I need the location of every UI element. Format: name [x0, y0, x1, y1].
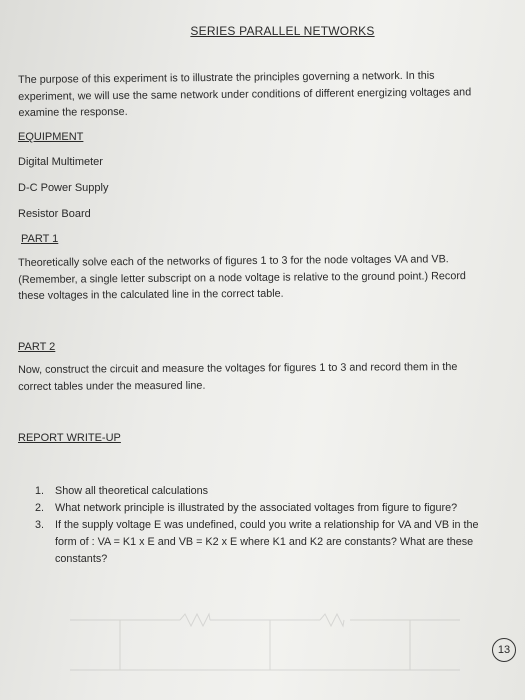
part2-paragraph: Now, construct the circuit and measure the voltages for figures 1 to 3 and record them in the correct tables under the measured line.: [18, 360, 458, 393]
report-list: [35, 483, 490, 568]
list-number: 1.: [35, 485, 45, 497]
equipment-item: Resistor Board: [18, 208, 91, 220]
list-number: 3.: [35, 519, 45, 531]
equipment-item: Digital Multimeter: [18, 156, 103, 168]
page-title: SERIES PARALLEL NETWORKS: [190, 24, 375, 38]
equipment-heading: EQUIPMENT: [18, 131, 84, 143]
intro-paragraph: The purpose of this experiment is to illustrate the principles governing a network. In this experiment, we will use the same network under conditions of different energizing voltages and examine the response.: [18, 69, 472, 119]
list-number: 2.: [35, 502, 45, 514]
list-text: What network principle is illustrated by the associated voltages from figure to figure?: [55, 502, 458, 514]
list-item: [35, 517, 490, 568]
part2-heading: PART 2: [18, 341, 56, 353]
equipment-item: D-C Power Supply: [18, 182, 109, 194]
list-text: Show all theoretical calculations: [55, 485, 209, 497]
part1-paragraph: Theoretically solve each of the networks of figures 1 to 3 for the node voltages VA and VB. (Remember, a single letter subscript on a node voltage is relative to the ground point.) Record these voltages in the calculated line in the correct table.: [18, 253, 466, 302]
report-heading: REPORT WRITE-UP: [18, 432, 121, 444]
part1-heading: PART 1: [21, 233, 59, 245]
list-item: [35, 500, 490, 517]
list-text: If the supply voltage E was undefined, could you write a relationship for VA and VB in the form of : VA = K1 x E and VB = K2 x E where K1 and K2 are constants? What are these constants?: [55, 519, 479, 565]
page-number-circle: 13: [492, 638, 516, 662]
bleed-through-diagram: [60, 590, 480, 680]
list-item: [35, 483, 490, 500]
